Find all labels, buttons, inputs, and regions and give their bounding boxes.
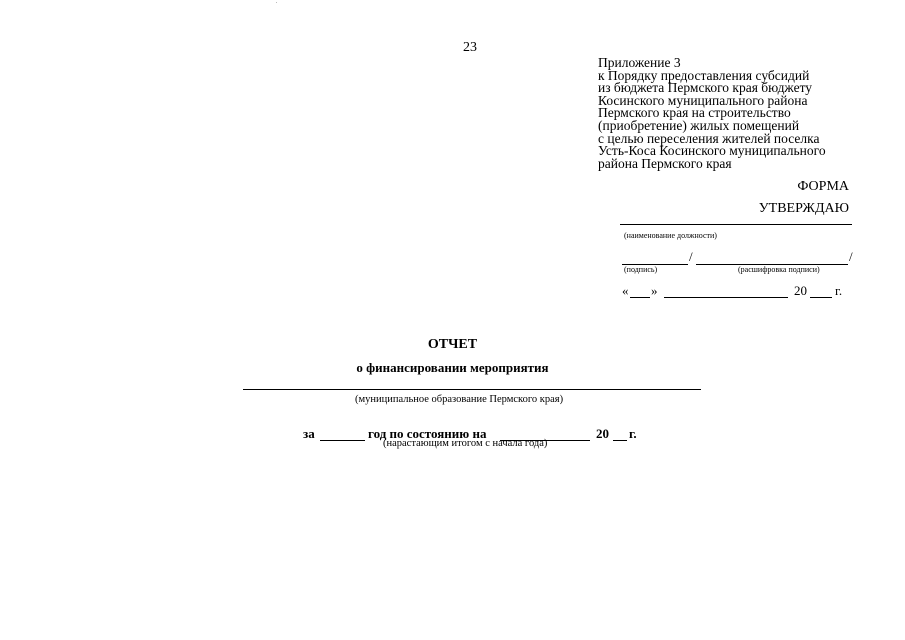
appendix-line: Пермского края на строительство (598, 105, 791, 121)
date-close-quote: » (651, 283, 658, 298)
appendix-line: района Пермского края (598, 155, 732, 171)
appendix-block (598, 57, 826, 170)
date-month-line (664, 297, 788, 298)
signature-caption: (подпись) (624, 265, 658, 274)
municipality-caption: (муниципальное образование Пермского края) (355, 394, 564, 405)
appendix-line: Приложение 3 (598, 55, 681, 70)
municipality-line (243, 389, 701, 390)
appendix-line: (приобретение) жилых помещений (598, 117, 800, 133)
period-year-digits-line (613, 440, 627, 441)
date-year-prefix: 20 (794, 283, 807, 298)
report-subtitle: о финансировании мероприятия (356, 360, 549, 375)
date-open-quote: « (622, 283, 629, 298)
date-year-line (810, 297, 832, 298)
page-number: 23 (463, 40, 477, 55)
period-for: за (303, 426, 315, 441)
signature-slash: / (689, 249, 693, 264)
position-line (620, 224, 852, 225)
decoding-caption: (расшифровка подписи) (738, 265, 820, 274)
report-title: ОТЧЕТ (427, 337, 478, 352)
appendix-line: Усть-Коса Косинского муниципального (598, 143, 826, 159)
cumulative-caption: (нарастающим итогом с начала года) (383, 438, 548, 449)
date-year-suffix: г. (835, 283, 843, 298)
approval-heading: УТВЕРЖДАЮ (758, 201, 849, 216)
period-year-line (320, 440, 365, 441)
scan-speck (276, 2, 277, 3)
period-year-suffix: г. (629, 426, 637, 441)
appendix-line: с целью переселения жителей поселка (598, 130, 820, 146)
decoding-slash: / (849, 249, 853, 264)
position-caption: (наименование должности) (624, 231, 717, 240)
appendix-line: к Порядку предоставления субсидий (598, 67, 810, 83)
appendix-line: Косинского муниципального района (598, 92, 808, 108)
period-year-prefix: 20 (596, 426, 609, 441)
form-label: ФОРМА (797, 179, 849, 194)
period-mid-text: год по состоянию на (368, 426, 487, 441)
appendix-line: из бюджета Пермского края бюджету (598, 80, 813, 96)
date-day-line (630, 297, 650, 298)
